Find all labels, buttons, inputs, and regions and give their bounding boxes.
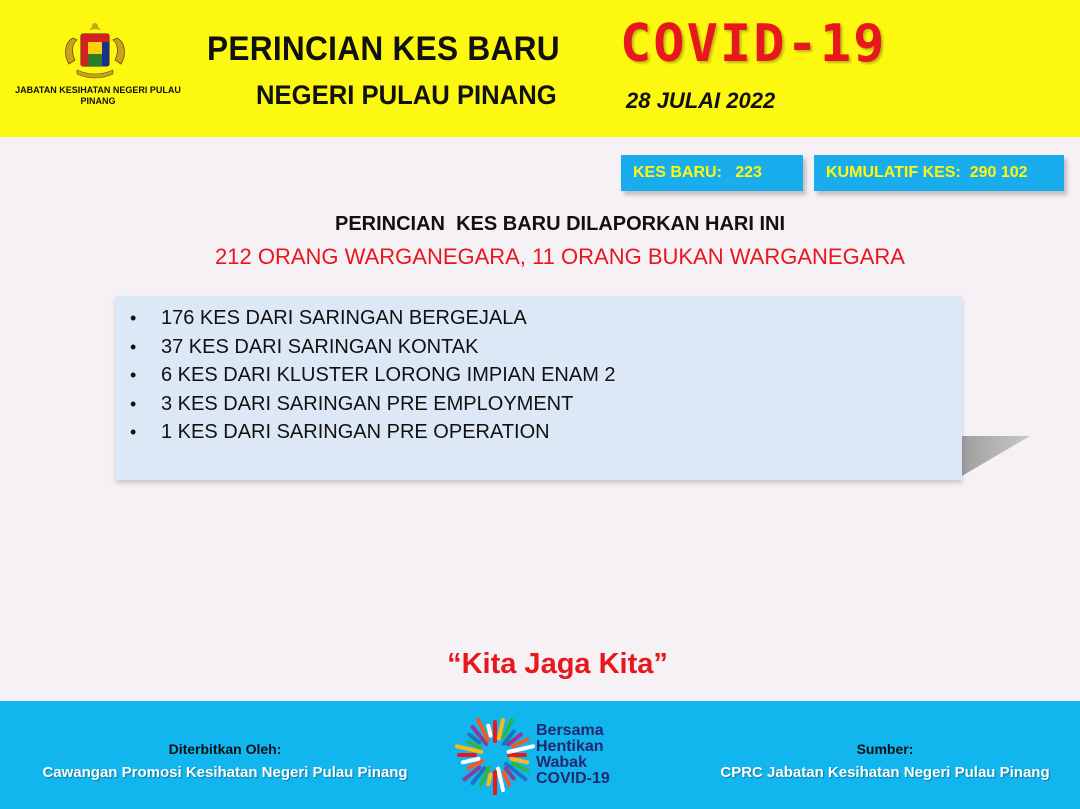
published-label: Diterbitkan Oleh: bbox=[168, 741, 282, 757]
section-title: PERINCIAN KES BARU DILAPORKAN HARI INI bbox=[334, 213, 786, 235]
source-name: CPRC Jabatan Kesihatan Negeri Pulau Pinang bbox=[720, 764, 1050, 781]
report-date: 28 JULAI 2022 bbox=[626, 88, 776, 113]
page-title: PERINCIAN KES BARU bbox=[207, 30, 560, 68]
list-item: • 176 KES DARI SARINGAN BERGEJALA bbox=[130, 304, 616, 333]
department-name: JABATAN KESIHATAN NEGERI PULAU PINANG bbox=[15, 85, 181, 106]
cumulative-cases-badge: KUMULATIF KES: 290 102 bbox=[814, 155, 1064, 191]
list-item: • 6 KES DARI KLUSTER LORONG IMPIAN ENAM 2 bbox=[130, 361, 616, 390]
citizenship-breakdown: 212 ORANG WARGANEGARA, 11 ORANG BUKAN WARGANEGARA bbox=[215, 244, 905, 269]
case-breakdown-box bbox=[116, 296, 962, 480]
bersama-hentikan-wabak-logo-icon bbox=[455, 715, 535, 795]
state-title: NEGERI PULAU PINANG bbox=[256, 80, 557, 110]
covid-title: COVID-19 bbox=[620, 14, 887, 74]
malaysia-coat-of-arms-icon bbox=[55, 20, 135, 84]
publisher-name: Cawangan Promosi Kesihatan Negeri Pulau Pinang bbox=[42, 764, 408, 781]
list-item: • 3 KES DARI SARINGAN PRE EMPLOYMENT bbox=[130, 390, 616, 419]
source-label: Sumber: bbox=[856, 741, 914, 757]
logo-line: COVID-19 bbox=[536, 770, 610, 787]
logo-line: Bersama bbox=[536, 722, 604, 739]
case-list bbox=[130, 304, 616, 447]
box-shadow-decoration bbox=[955, 436, 1030, 480]
slogan: “Kita Jaga Kita” bbox=[447, 648, 668, 680]
campaign-logo-text bbox=[536, 723, 610, 787]
logo-line: Hentikan bbox=[536, 738, 604, 755]
new-cases-badge: KES BARU: 223 bbox=[621, 155, 803, 191]
logo-line: Wabak bbox=[536, 754, 587, 771]
list-item: • 37 KES DARI SARINGAN KONTAK bbox=[130, 333, 616, 362]
header-banner bbox=[0, 0, 1080, 137]
list-item: • 1 KES DARI SARINGAN PRE OPERATION bbox=[130, 418, 616, 447]
footer-banner bbox=[0, 701, 1080, 809]
